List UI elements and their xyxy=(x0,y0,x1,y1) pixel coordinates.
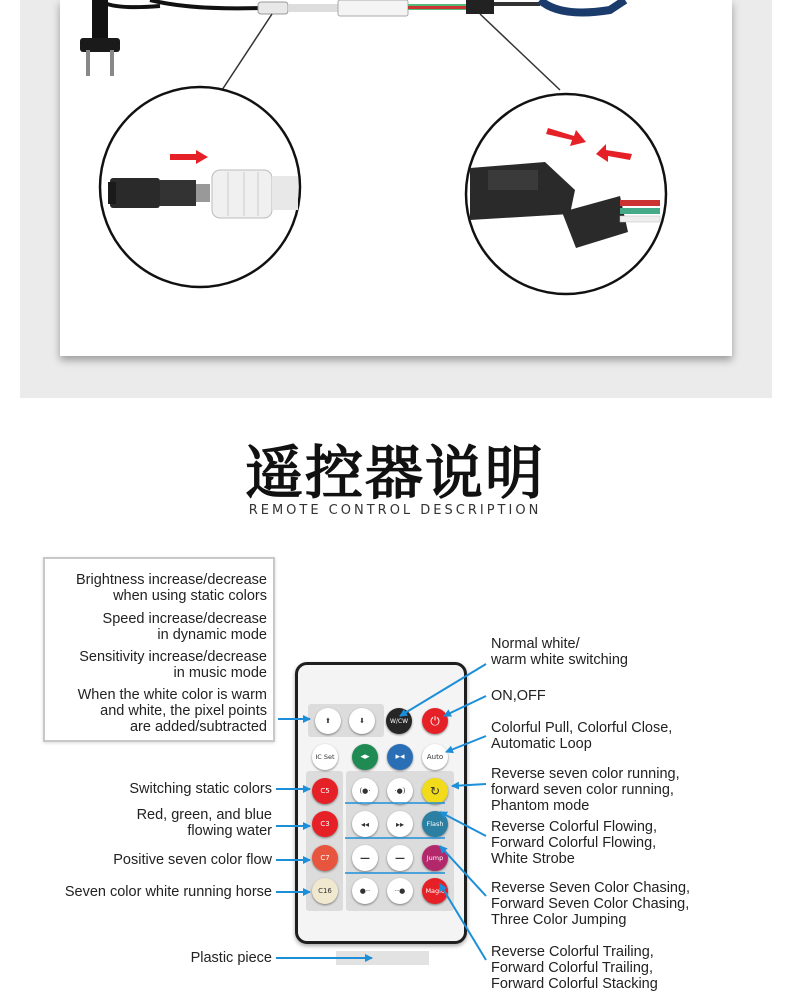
label-seven-white: Seven color white running horse xyxy=(64,884,272,900)
warm-white-button[interactable]: W/CW xyxy=(386,708,412,734)
label-colorful-trailing: Reverse Colorful Trailing, Forward Colorful Trailing, Forward Colorful Stacking xyxy=(491,944,658,992)
flow-left-button[interactable] xyxy=(352,811,378,837)
remote-control xyxy=(295,662,467,944)
product-photo-illustration xyxy=(0,0,790,400)
trail-right-button[interactable] xyxy=(387,878,413,904)
label-seven-color-running: Reverse seven color running, forward seven color running, Phantom mode xyxy=(491,766,680,814)
run-right-button[interactable] xyxy=(387,778,413,804)
left-dots-icon: (●· xyxy=(359,787,371,795)
info-white-pixels: When the white color is warm and white, the pixel points are added/subtracted xyxy=(77,687,267,735)
label-rgb-flowing: Red, green, and blue flowing water xyxy=(136,807,272,839)
auto-button[interactable]: Auto xyxy=(422,744,448,770)
arrows-outward-icon: ◂▸ xyxy=(360,752,370,762)
info-sensitivity: Sensitivity increase/decrease in music mode xyxy=(79,649,267,681)
trail-left-button[interactable] xyxy=(352,878,378,904)
label-normal-white: Normal white/ warm white switching xyxy=(491,636,628,668)
chase-left-button[interactable] xyxy=(352,845,378,871)
c5-button[interactable]: C5 xyxy=(312,778,338,804)
button-function-box xyxy=(43,557,275,742)
run-left-button[interactable] xyxy=(352,778,378,804)
c16-button[interactable]: C16 xyxy=(312,878,338,904)
right-dots-icon: ·●) xyxy=(394,787,406,795)
label-static-colors: Switching static colors xyxy=(129,781,272,797)
arrows-inward-icon: ▸◂ xyxy=(395,752,405,762)
phantom-button[interactable] xyxy=(422,778,448,804)
ic-set-button[interactable]: IC Set xyxy=(312,744,338,770)
label-plastic-piece: Plastic piece xyxy=(190,950,272,966)
page-title: 遥控器说明 xyxy=(244,439,545,507)
power-button[interactable]: ⏻ xyxy=(422,708,448,734)
mode-green-button[interactable] xyxy=(352,744,378,770)
magic-button[interactable]: Magic xyxy=(422,878,448,904)
brightness-down-button[interactable]: ⬇ xyxy=(349,708,375,734)
loop-icon: ↻ xyxy=(429,784,441,798)
mode-blue-button[interactable] xyxy=(387,744,413,770)
label-colorful-flowing: Reverse Colorful Flowing, Forward Colorful Flowing, White Strobe xyxy=(491,819,658,867)
trail-right-icon: ··● xyxy=(394,887,406,895)
brightness-up-button[interactable]: ⬆ xyxy=(315,708,341,734)
info-speed: Speed increase/decrease in dynamic mode xyxy=(102,611,267,643)
info-brightness: Brightness increase/decrease when using static colors xyxy=(75,572,267,604)
c7-button[interactable]: C7 xyxy=(312,845,338,871)
page-subtitle: REMOTE CONTROL DESCRIPTION xyxy=(248,503,542,518)
jump-button[interactable]: Jump xyxy=(422,845,448,871)
dash-icon: — xyxy=(395,852,405,864)
flow-right-button[interactable] xyxy=(387,811,413,837)
c3-button[interactable]: C3 xyxy=(312,811,338,837)
label-color-chasing: Reverse Seven Color Chasing, Forward Seven Color Chasing, Three Color Jumping xyxy=(491,880,691,928)
label-positive-seven: Positive seven color flow xyxy=(113,852,272,868)
label-colorful-pull: Colorful Pull, Colorful Close, Automatic Loop xyxy=(491,720,673,752)
flash-button[interactable]: Flash xyxy=(422,811,448,837)
plastic-piece xyxy=(336,951,429,965)
forward-icon: ▸▸ xyxy=(395,819,405,829)
label-on-off: ON,OFF xyxy=(491,688,546,704)
rewind-icon: ◂◂ xyxy=(360,819,370,829)
dash-icon: — xyxy=(360,852,370,864)
chase-right-button[interactable] xyxy=(387,845,413,871)
trail-left-icon: ●·· xyxy=(359,887,371,895)
